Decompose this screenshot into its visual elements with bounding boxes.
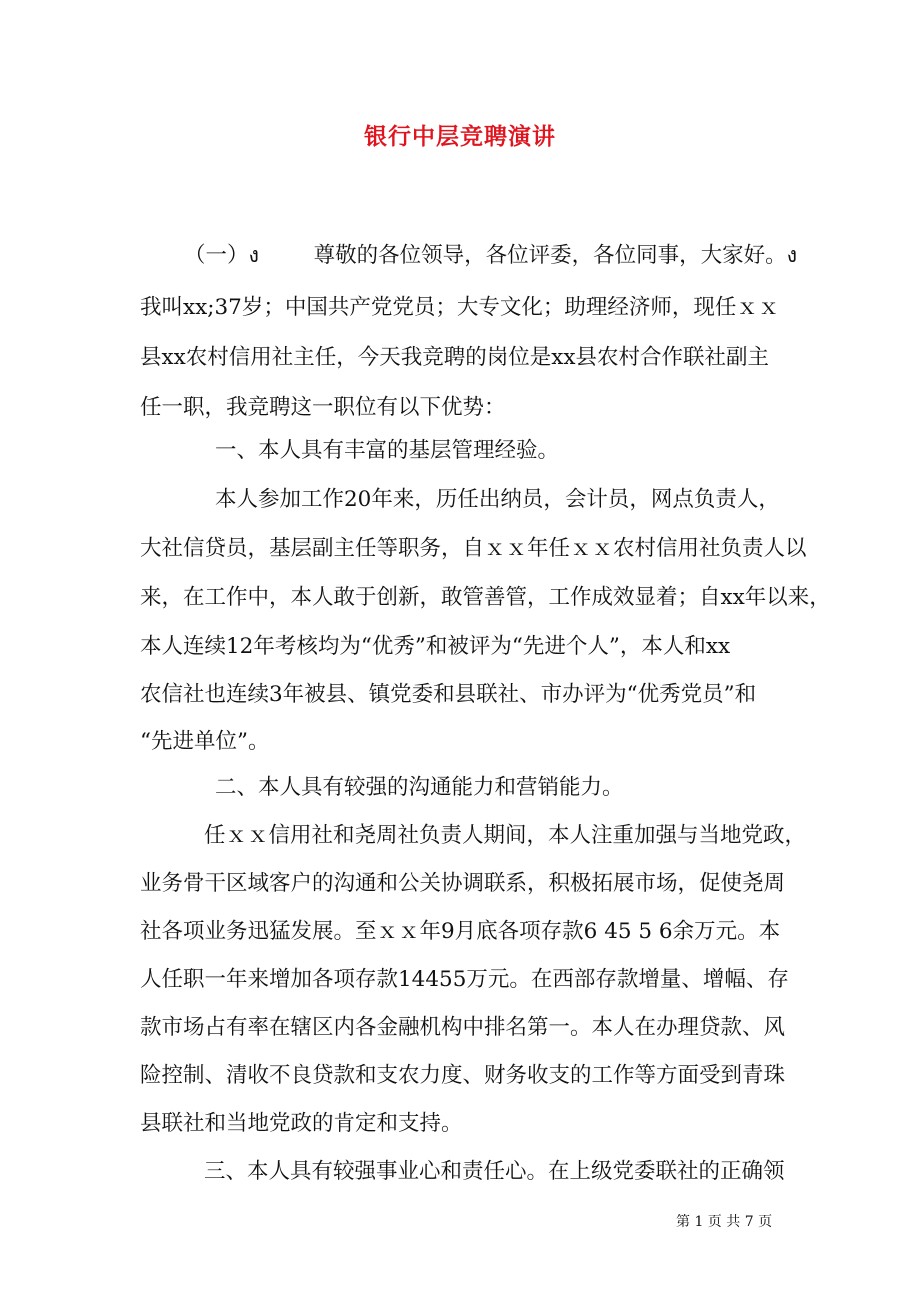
paragraph-line: 任ｘｘ信用社和尧周社负责人期间，本人注重加强与当地党政， — [204, 823, 807, 848]
paragraph-line: 业务骨干区域客户的沟通和公关协调联系，积极拓展市场，促使尧周 — [140, 871, 786, 896]
section-heading: 二、本人具有较强的沟通能力和营销能力。 — [215, 775, 624, 800]
paragraph-line: 任一职，我竞聘这一职位有以下优势： — [140, 395, 506, 420]
paragraph-line: 人任职一年来增加各项存款14455万元。在西部存款增量、增幅、存 — [140, 967, 789, 992]
paragraph-line: 款市场占有率在辖区内各金融机构中排名第一。本人在办理贷款、风 — [140, 1015, 786, 1040]
paragraph-line: 社各项业务迅猛发展。至ｘｘ年9月底各项存款6 45 5 6余万元。本 — [140, 919, 781, 944]
paragraph-line: 我叫xx;37岁；中国共产党党员；大专文化；助理经济师，现任ｘｘ — [140, 295, 780, 320]
paragraph-line: “先进单位”。 — [140, 729, 270, 754]
document-title: 银行中层竞聘演讲 — [364, 123, 556, 150]
paragraph-line: 来，在工作中，本人敢于创新，敢管善管，工作成效显着；自xx年以来， — [140, 585, 831, 610]
paragraph-line: （一）ง 尊敬的各位领导，各位评委，各位同事，大家好。ง — [184, 243, 798, 268]
paragraph-line: 险控制、清收不良贷款和支农力度、财务收支的工作等方面受到青珠 — [140, 1063, 786, 1088]
section-heading: 一、本人具有丰富的基层管理经验。 — [215, 438, 560, 463]
paragraph-line: 本人参加工作20年来，历任出纳员，会计员，网点负责人， — [215, 487, 780, 512]
paragraph-line: 本人连续12年考核均为“优秀”和被评为“先进个人”，本人和xx — [140, 634, 731, 659]
paragraph-line: 县xx农村信用社主任，今天我竞聘的岗位是xx县农村合作联社副主 — [140, 345, 770, 370]
page-number-footer: 第 1 页 共 7 页 — [676, 1214, 773, 1230]
paragraph-line: 大社信贷员，基层副主任等职务，自ｘｘ年任ｘｘ农村信用社负责人以 — [140, 536, 807, 561]
paragraph-line: 农信社也连续3年被县、镇党委和县联社、市办评为“优秀党员”和 — [140, 682, 757, 707]
section-heading: 三、本人具有较强事业心和责任心。在上级党委联社的正确领 — [204, 1159, 785, 1184]
paragraph-line: 县联社和当地党政的肯定和支持。 — [140, 1111, 463, 1136]
